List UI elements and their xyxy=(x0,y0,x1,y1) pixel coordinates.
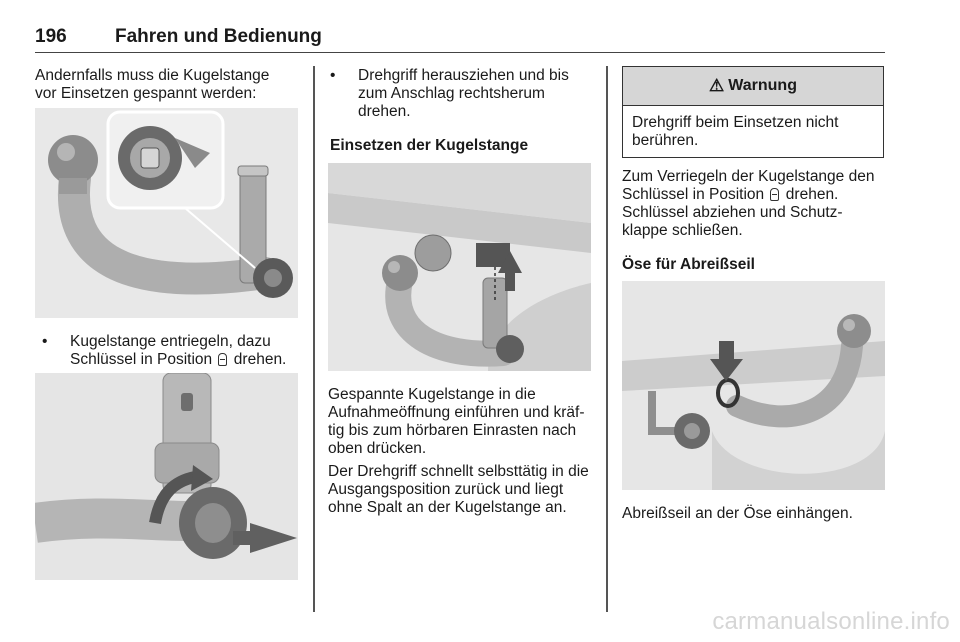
warning-icon: ⚠ xyxy=(709,76,725,95)
snap-text-line-2: Ausgangsposition zurück und liegt xyxy=(328,481,564,498)
snap-text-line-3: ohne Spalt an der Kugelstange an. xyxy=(328,499,567,516)
lock-text-line-1: Zum Verriegeln der Kugelstange den xyxy=(622,168,875,185)
insert-text-line-4: oben drücken. xyxy=(328,440,427,457)
bullet-dot: • xyxy=(42,333,48,350)
watermark-text: carmanualsonline.info xyxy=(712,608,950,635)
figure-insert-ball-bar xyxy=(328,163,591,371)
warning-title: Warnung xyxy=(728,77,797,94)
bullet-turn-line-2: zum Anschlag rechtsherum xyxy=(358,85,545,102)
page-number: 196 xyxy=(35,26,67,47)
column-divider-2 xyxy=(606,66,608,612)
lock-text-line-2: Schlüssel in Position drehen. xyxy=(622,186,839,203)
figure-towing-eye xyxy=(622,281,885,490)
bullet-turn-line-3: drehen. xyxy=(358,103,411,120)
insert-text-line-2: Aufnahmeöffnung einführen und kräf- xyxy=(328,404,585,421)
eye-text: Abreißseil an der Öse einhängen. xyxy=(622,505,853,522)
bullet-unlock-line-1: Kugelstange entriegeln, dazu xyxy=(70,333,271,350)
warning-box xyxy=(622,66,884,158)
heading-insert-ball-bar: Einsetzen der Kugelstange xyxy=(330,137,529,154)
heading-towing-eye: Öse für Abreißseil xyxy=(622,256,755,273)
chapter-title: Fahren und Bedienung xyxy=(115,26,322,47)
bullet-unlock xyxy=(42,333,302,369)
bullet-dot: • xyxy=(330,67,336,84)
insert-text-line-1: Gespannte Kugelstange in die xyxy=(328,386,536,403)
key-unlock-icon xyxy=(218,353,227,366)
snap-text-line-1: Der Drehgriff schnellt selbsttätig in die xyxy=(328,463,589,480)
bullet-turn-line-1: Drehgriff herausziehen und bis xyxy=(358,67,569,84)
bullet-unlock-line-2: Schlüssel in Position drehen. xyxy=(70,351,287,368)
lock-text-line-3: Schlüssel abziehen und Schutz- xyxy=(622,204,843,221)
figure-knob-rotate xyxy=(35,373,298,580)
insert-text-line-3: tig bis zum hörbaren Einrasten nach xyxy=(328,422,577,439)
warning-line-1: Drehgriff beim Einsetzen nicht xyxy=(632,114,839,131)
bullet-turn-knob xyxy=(330,67,600,123)
warning-body xyxy=(623,106,883,158)
page-header xyxy=(35,24,885,53)
warning-header xyxy=(623,67,883,106)
intro-line-1: Andernfalls muss die Kugelstange xyxy=(35,67,270,84)
column-divider-1 xyxy=(313,66,315,612)
key-lock-icon xyxy=(770,188,779,201)
warning-line-2: berühren. xyxy=(632,132,699,149)
intro-line-2: vor Einsetzen gespannt werden: xyxy=(35,85,257,102)
figure-unlock-ball-bar xyxy=(35,108,298,318)
lock-text-line-4: klappe schließen. xyxy=(622,222,743,239)
